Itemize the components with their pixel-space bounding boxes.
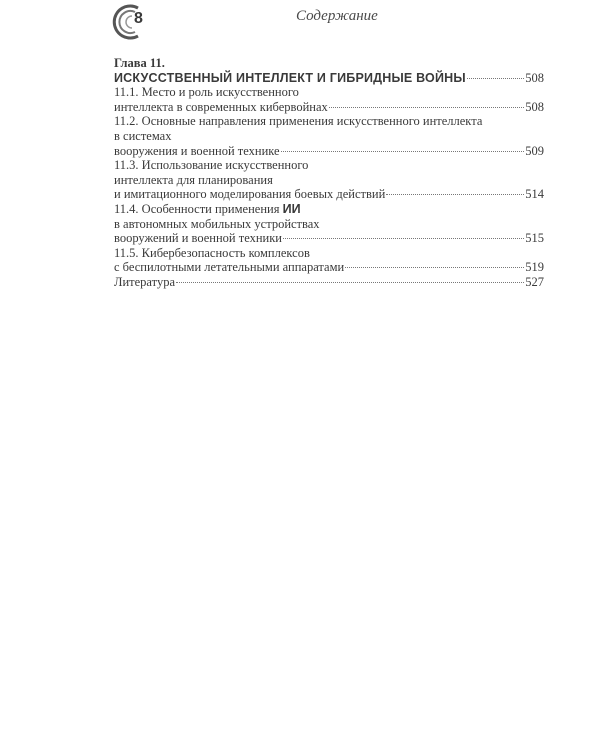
page-ref: 519 [525, 260, 544, 275]
dot-leader [345, 267, 524, 268]
toc-entry[interactable] [114, 202, 544, 246]
chapter-label: Глава 11. [114, 56, 165, 70]
entry-last-line: с беспилотными летательными аппаратами [114, 260, 345, 275]
entry-last-line: и имитационного моделирования боевых действий [114, 187, 386, 202]
entry-last-line: вооружений и военной техники [114, 231, 282, 246]
toc-entry[interactable] [114, 275, 544, 290]
page-ref: 515 [525, 231, 544, 246]
page-ref: 514 [525, 187, 544, 202]
entry-line: 11.1. Место и роль искусственного [114, 85, 299, 100]
page-header [0, 0, 600, 40]
page-number: 8 [134, 10, 143, 27]
table-of-contents [114, 56, 544, 290]
dot-leader [386, 194, 524, 195]
dot-leader [329, 107, 525, 108]
dot-leader [281, 151, 525, 152]
page-ref: 509 [525, 143, 544, 158]
dot-leader [283, 238, 524, 239]
entry-line: в автономных мобильных устройствах [114, 216, 320, 231]
entry-line: 11.3. Использование искусственного [114, 158, 309, 173]
dot-leader [176, 282, 524, 283]
toc-entry[interactable] [114, 114, 544, 158]
dot-leader [467, 78, 524, 79]
toc-entry[interactable] [114, 246, 544, 275]
entry-line: 11.2. Основные направления применения искусственного интеллекта [114, 114, 483, 129]
entry-line: в системах [114, 128, 172, 143]
running-title: Содержание [296, 8, 378, 24]
entry-line-prefix: 11.4. Особенности применения [114, 201, 283, 216]
entry-last-line: интеллекта в современных кибервойнах [114, 99, 328, 114]
toc-entry[interactable] [114, 85, 544, 114]
toc-chapter-entry[interactable] [114, 71, 544, 86]
entry-line: интеллекта для планирования [114, 172, 273, 187]
page-ref: 527 [525, 274, 544, 289]
entry-line [114, 202, 544, 217]
chapter-title: ИСКУССТВЕННЫЙ ИНТЕЛЛЕКТ И ГИБРИДНЫЕ ВОЙНЫ [114, 70, 466, 85]
entry-last-line: вооружения и военной технике [114, 143, 280, 158]
entry-last-line: Литература [114, 274, 175, 289]
entry-line: 11.5. Кибербезопасность комплексов [114, 245, 310, 260]
page-ref: 508 [525, 99, 544, 114]
page-ref: 508 [525, 70, 544, 85]
toc-entry[interactable] [114, 158, 544, 202]
entry-line-bold: ИИ [282, 201, 301, 216]
